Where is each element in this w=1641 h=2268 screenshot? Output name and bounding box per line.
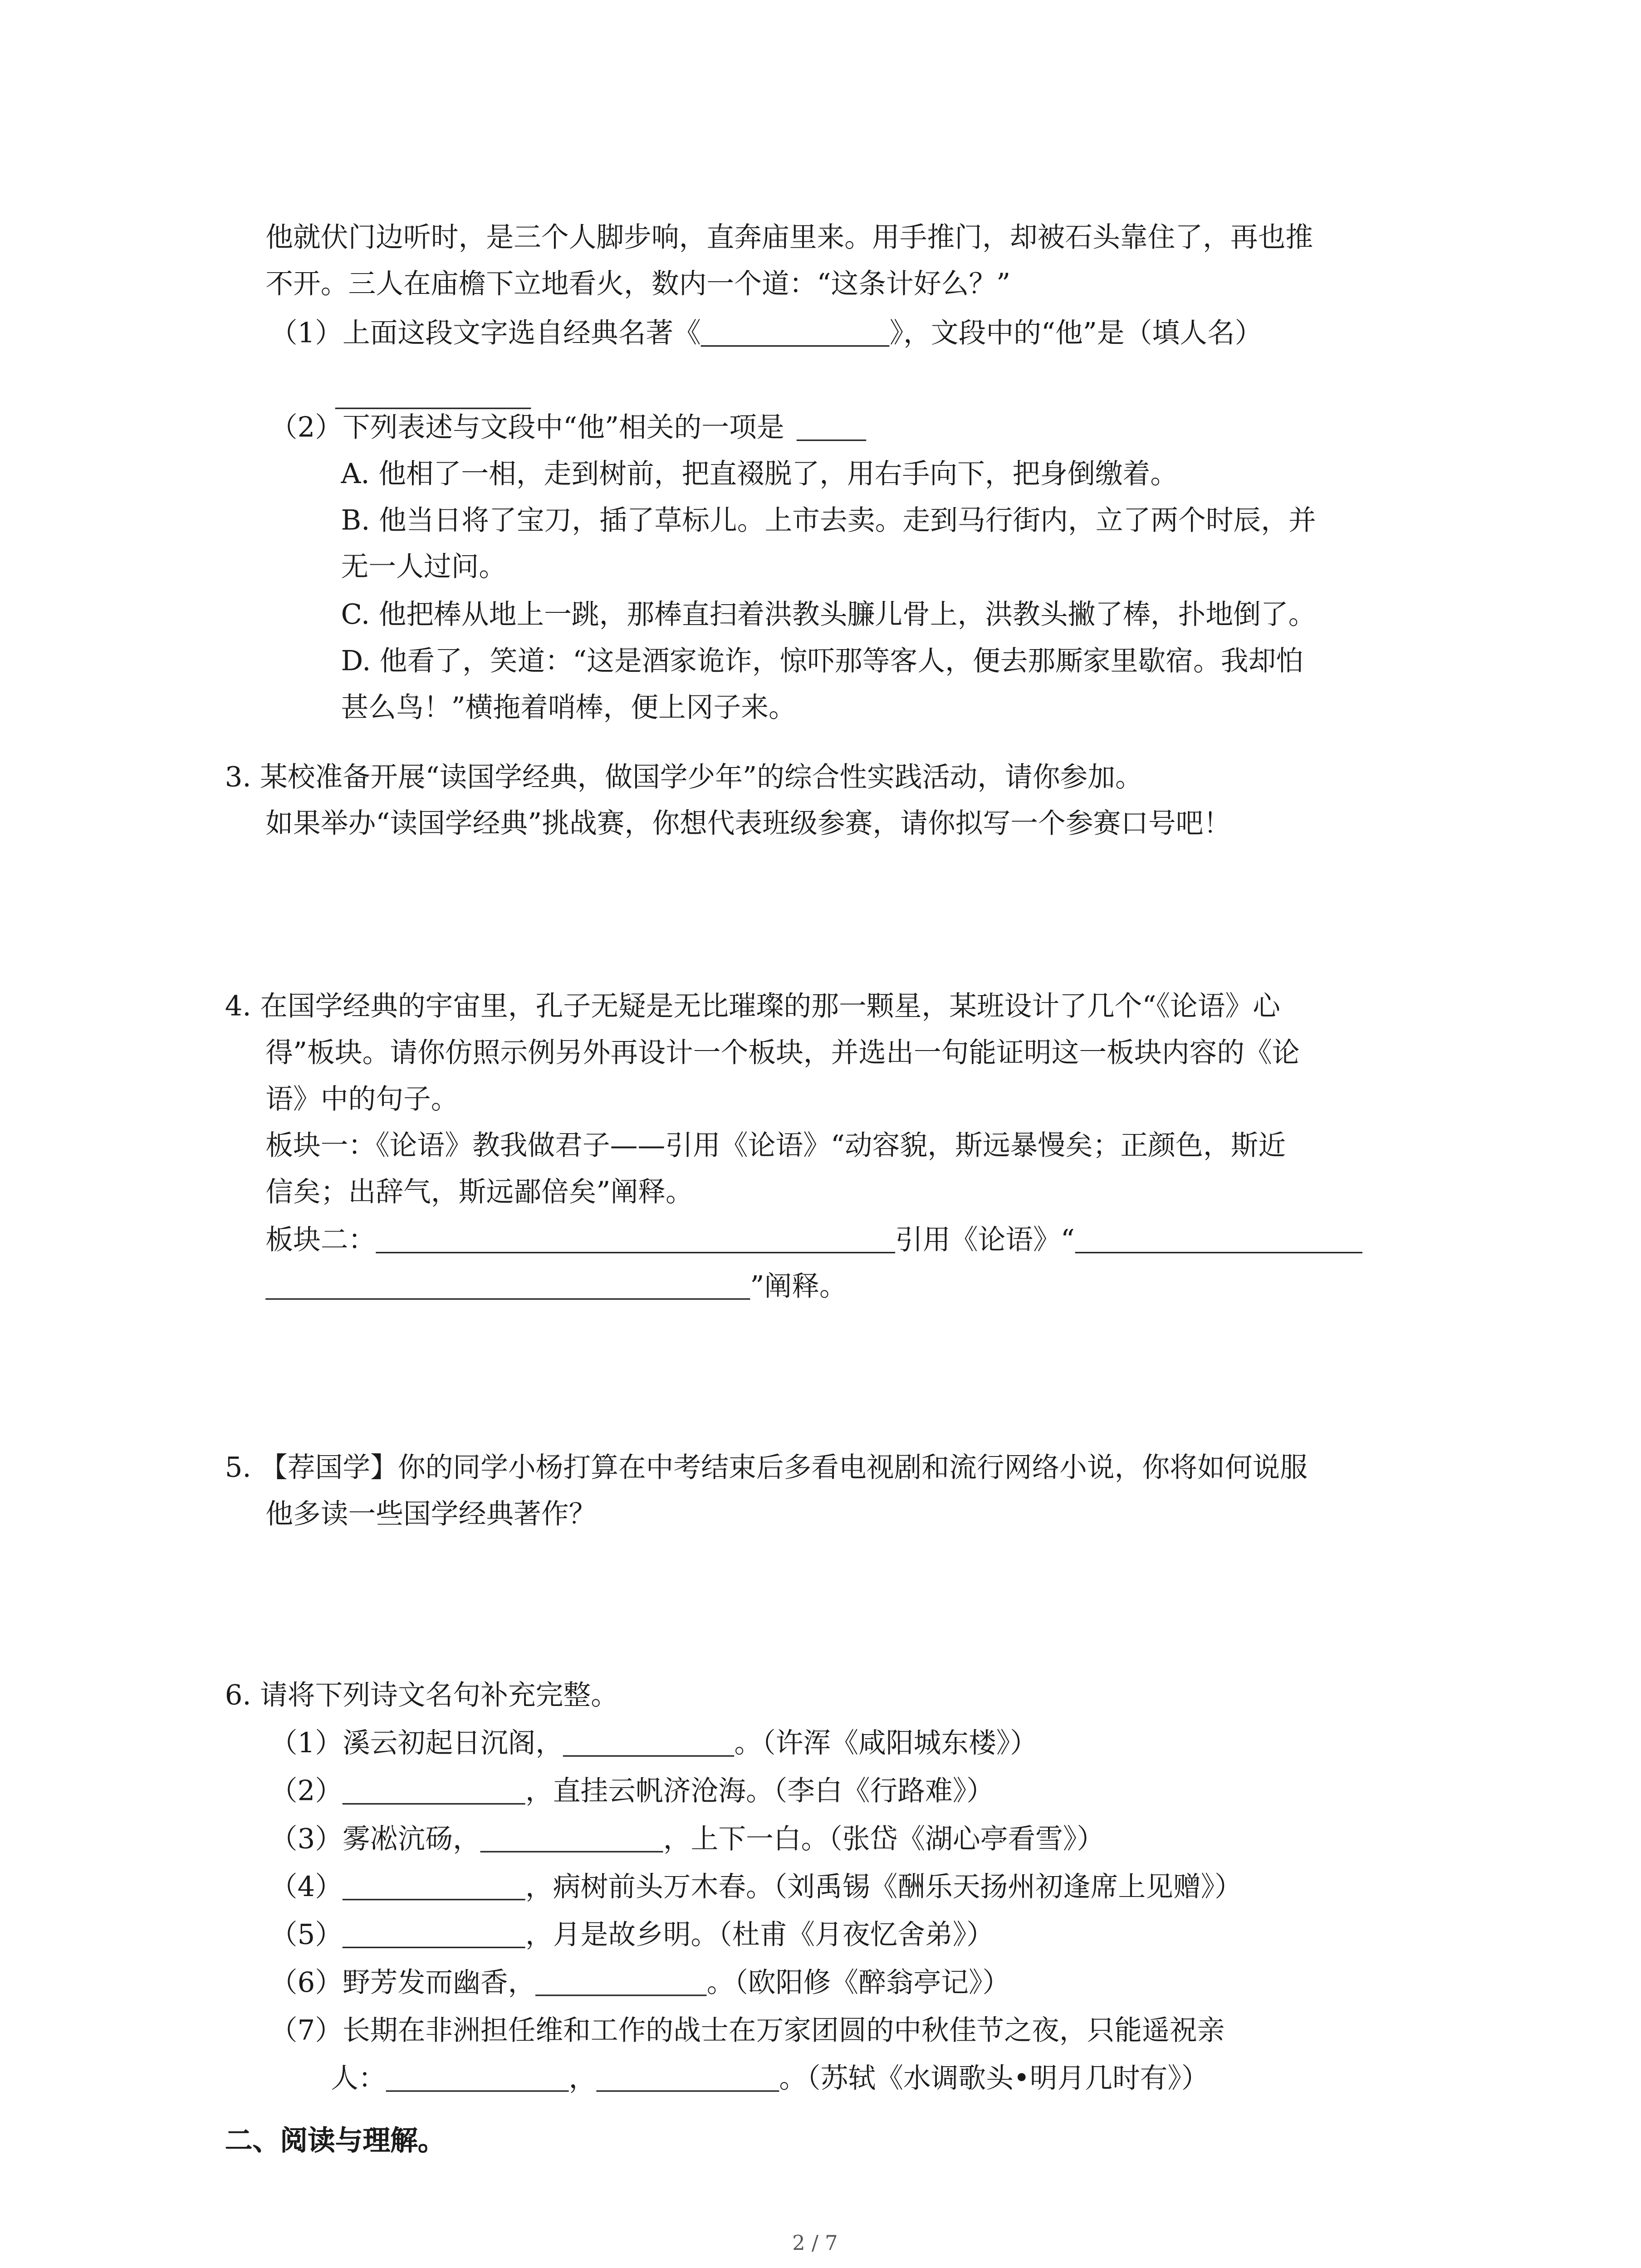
answer-blank[interactable] xyxy=(796,440,866,441)
answer-blank[interactable] xyxy=(343,1899,525,1900)
option-a xyxy=(341,458,1178,490)
sub-question-number: （1） xyxy=(269,318,343,350)
block-two-label: 板块二： xyxy=(265,1224,376,1256)
question-text: 请将下列诗文名句补充完整。 xyxy=(260,1680,618,1712)
item-number: （7） xyxy=(269,2015,343,2047)
option-letter: C. xyxy=(341,599,370,631)
question-text: 他多读一些国学经典著作？ xyxy=(265,1498,597,1530)
poem-item xyxy=(269,2015,1225,2047)
block-two-line xyxy=(265,1224,1362,1256)
answer-blank[interactable] xyxy=(343,1947,525,1948)
option-text: 无一人过问。 xyxy=(341,551,507,583)
example-text: 信矣；出辞气，斯远鄙倍矣”阐释。 xyxy=(265,1176,693,1208)
item-number: （4） xyxy=(269,1871,343,1903)
block-two-quote-label: 引用《论语》“ xyxy=(895,1224,1075,1256)
example-text: 板块一：《论语》教我做君子——引用《论语》“动容貌，斯远暴慢矣；正颜色，斯近 xyxy=(265,1130,1286,1162)
option-letter: B. xyxy=(341,504,370,537)
option-letter: A. xyxy=(341,458,370,490)
question-text: 语》中的句子。 xyxy=(265,1083,459,1116)
poem-item xyxy=(269,1775,994,1808)
sub-question-2 xyxy=(269,412,866,444)
answer-blank[interactable] xyxy=(386,2090,569,2092)
item-number: （2） xyxy=(269,1775,343,1808)
question-text: 某校准备开展“读国学经典，做国学少年”的综合性实践活动，请你参加。 xyxy=(260,761,1143,794)
question-text: 得”板块。请你仿照示例另外再设计一个板块，并选出一句能证明这一板块内容的《论 xyxy=(265,1037,1300,1069)
block-two-ending: ”阐释。 xyxy=(750,1271,847,1303)
question-number: 4. xyxy=(225,991,251,1023)
poem-text: 野芳发而幽香， xyxy=(343,1967,536,1999)
option-text: 甚么鸟！”横拖着哨棒，便上冈子来。 xyxy=(341,692,796,724)
question-number: 5. xyxy=(225,1452,251,1484)
sub-question-text: 上面这段文字选自经典名著《 xyxy=(343,318,701,350)
sub-question-number: （2） xyxy=(269,412,343,444)
option-text: 他把棒从地上一跳，那棒直扫着洪教头臁儿骨上，洪教头撇了棒，扑地倒了。 xyxy=(378,599,1316,631)
answer-blank[interactable] xyxy=(596,2090,779,2092)
answer-blank[interactable] xyxy=(535,1994,706,1996)
option-letter: D. xyxy=(341,645,371,678)
poem-source: ，月是故乡明。（杜甫《月夜忆舍弟》） xyxy=(525,1919,994,1951)
option-text: 他当日将了宝刀，插了草标儿。上市去卖。走到马行街内，立了两个时辰，并 xyxy=(378,504,1316,537)
poem-item xyxy=(269,1823,1105,1856)
option-text: 他相了一相，走到树前，把直裰脱了，用右手向下，把身倒缴着。 xyxy=(378,458,1178,490)
poem-item xyxy=(269,1967,1010,1999)
page-number: 2 / 7 xyxy=(792,2232,838,2256)
poem-source: 。（苏轼《水调歌头•明月几时有》） xyxy=(779,2063,1209,2095)
question-6 xyxy=(225,1680,618,1712)
question-3 xyxy=(225,761,1143,794)
sub-question-text: 》，文段中的“他”是（填人名） xyxy=(889,318,1263,350)
poem-source: 。（许浑《咸阳城东楼》） xyxy=(734,1727,1038,1760)
answer-blank[interactable] xyxy=(1075,1252,1362,1253)
poem-text: ， xyxy=(568,2063,597,2095)
answer-blank[interactable] xyxy=(376,1252,895,1253)
question-number: 6. xyxy=(225,1680,251,1712)
poem-item xyxy=(269,1871,1242,1903)
answer-blank[interactable] xyxy=(335,408,531,409)
sub-question-1 xyxy=(269,318,1263,350)
option-b xyxy=(341,504,1316,537)
sub-question-text: 下列表述与文段中“他”相关的一项是 xyxy=(343,412,784,444)
poem-text: 溪云初起日沉阁， xyxy=(343,1727,563,1760)
question-5 xyxy=(225,1452,1308,1484)
item-number: （3） xyxy=(269,1823,343,1856)
question-number: 3. xyxy=(225,761,251,794)
poem-text: 雾凇沆砀， xyxy=(343,1823,480,1856)
question-text: 【荐国学】你的同学小杨打算在中考结束后多看电视剧和流行网络小说，你将如何说服 xyxy=(260,1452,1308,1484)
option-d xyxy=(341,645,1304,678)
item-number: （5） xyxy=(269,1919,343,1951)
poem-item-continued xyxy=(331,2063,1209,2095)
passage-line: 他就伏门边听时，是三个人脚步响，直奔庙里来。用手推门，却被石头靠住了，再也推 xyxy=(265,222,1313,254)
passage-line: 不开。三人在庙檐下立地看火，数内一个道：“这条计好么？” xyxy=(265,268,1011,300)
answer-blank[interactable] xyxy=(701,345,890,347)
item-number: （1） xyxy=(269,1727,343,1760)
option-c xyxy=(341,599,1316,631)
answer-blank[interactable] xyxy=(480,1851,663,1853)
poem-source: ，直挂云帆济沧海。（李白《行路难》） xyxy=(525,1775,994,1808)
poem-item xyxy=(269,1727,1038,1760)
section-heading: 二、阅读与理解。 xyxy=(225,2125,446,2157)
option-text: 他看了，笑道：“这是酒家诡诈，惊吓那等客人，便去那厮家里歇宿。我却怕 xyxy=(379,645,1304,678)
block-two-line xyxy=(265,1271,847,1303)
question-4 xyxy=(225,991,1280,1023)
poem-item xyxy=(269,1919,994,1951)
question-text: 如果举办“读国学经典”挑战赛，你想代表班级参赛，请你拟写一个参赛口号吧！ xyxy=(265,808,1231,840)
answer-blank[interactable] xyxy=(343,1803,525,1804)
answer-blank[interactable] xyxy=(265,1298,750,1300)
poem-text: 人： xyxy=(331,2063,386,2095)
poem-source: ，病树前头万木春。（刘禹锡《酬乐天扬州初逢席上见赠》） xyxy=(525,1871,1242,1903)
poem-source: ，上下一白。（张岱《湖心亭看雪》） xyxy=(663,1823,1105,1856)
item-number: （6） xyxy=(269,1967,343,1999)
question-text: 在国学经典的宇宙里，孔子无疑是无比璀璨的那一颗星，某班设计了几个“《论语》心 xyxy=(260,991,1280,1023)
poem-source: 。（欧阳修《醉翁亭记》） xyxy=(706,1967,1010,1999)
answer-blank[interactable] xyxy=(563,1755,734,1757)
poem-text: 长期在非洲担任维和工作的战士在万家团圆的中秋佳节之夜，只能遥祝亲 xyxy=(343,2015,1225,2047)
